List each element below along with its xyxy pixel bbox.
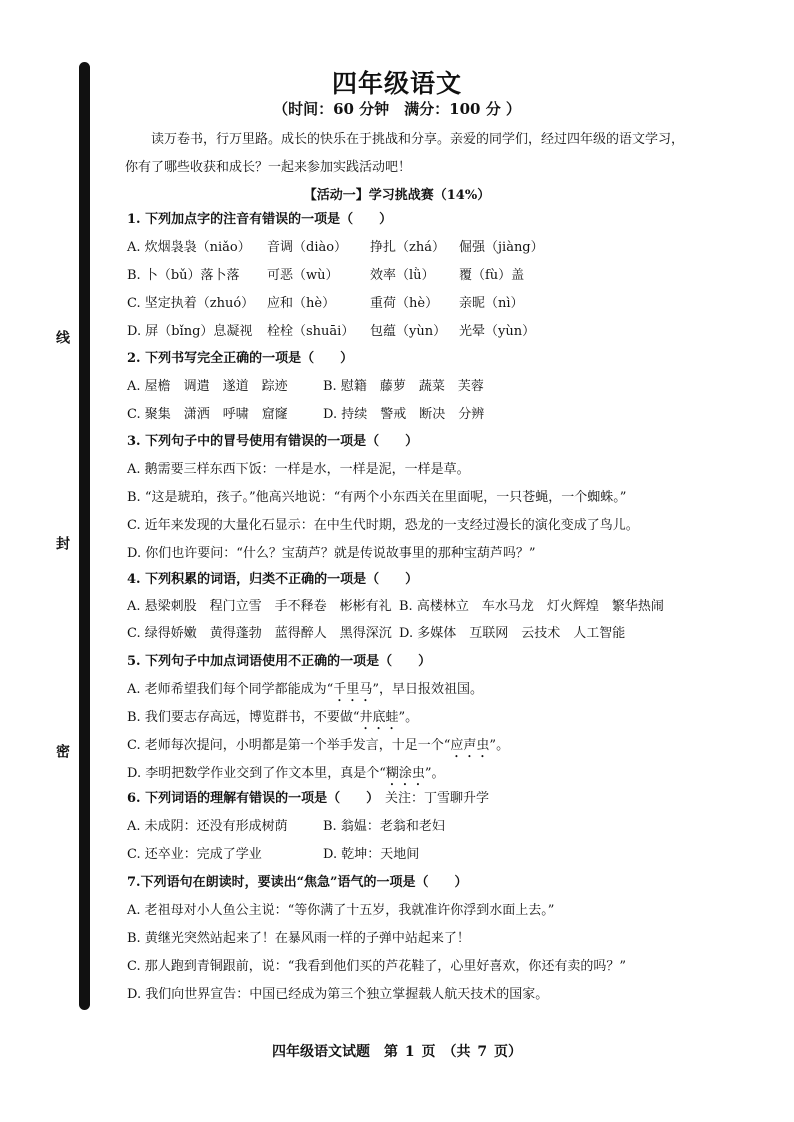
option-text: C. 聚集 潇洒 呼啸 窟窿 xyxy=(127,407,288,422)
question-4-options-cd xyxy=(127,622,687,640)
section-heading: 【活动一】学习挑战赛（14%） xyxy=(303,188,491,203)
question-3-stem: 3. 下列句子中的冒号使用有错误的一项是（ ） xyxy=(127,434,419,449)
exam-info: （时间：60 分钟 满分：100 分 ） xyxy=(273,100,521,118)
option-text: 应和（hè） xyxy=(267,296,336,311)
option-text: B. 卜（bǔ）落卜落 xyxy=(127,268,240,283)
question-6-stem: 6. 下列词语的理解有错误的一项是（ ） xyxy=(127,791,380,806)
question-1-option-c xyxy=(127,292,687,310)
option-text: C. 绿得娇嫩 黄得蓬勃 蓝得醉人 黑得深沉 xyxy=(127,626,392,641)
option-text: D. 多媒体 互联网 云技术 人工智能 xyxy=(399,626,626,641)
option-text: 亲昵（nì） xyxy=(459,296,524,311)
option-text: C. 坚定执着（zhuó） xyxy=(127,296,255,311)
side-mark-feng: 封 xyxy=(54,536,70,550)
question-1-option-d xyxy=(127,320,687,338)
question-1-option-a xyxy=(127,236,687,254)
question-1-option-b xyxy=(127,264,687,282)
question-5-option-d xyxy=(127,762,445,789)
option-text: D. 持续 警戒 断决 分辨 xyxy=(323,407,485,422)
question-7-option-a: A. 老祖母对小人鱼公主说：“等你满了十五岁，我就准许你浮到水面上去。” xyxy=(127,903,555,918)
option-text: D. 屏（bǐng）息凝视 xyxy=(127,324,253,339)
option-text: 挣扎（zhá） xyxy=(370,240,445,255)
side-mark-mi: 密 xyxy=(54,744,70,758)
option-text: B. 高楼林立 车水马龙 灯火辉煌 繁华热闹 xyxy=(399,599,664,614)
question-5-option-c xyxy=(127,734,509,761)
question-5-option-a xyxy=(127,678,483,705)
option-text: 栓栓（shuāi） xyxy=(267,324,355,339)
page-footer: 四年级语文试题 第 1 页 （共 7 页） xyxy=(272,1044,522,1060)
option-text: ”。 xyxy=(424,766,445,781)
question-3-option-b: B. “这是琥珀，孩子。”他高兴地说：“有两个小东西关在里面呢，一只苍蝇，一个蜘蛛。” xyxy=(127,490,627,505)
question-3-option-d: D. 你们也许要问：“什么？宝葫芦？就是传说故事里的那种宝葫芦吗？” xyxy=(127,546,536,561)
question-7-option-c: C. 那人跑到青铜跟前，说：“我看到他们买的芦花鞋了，心里好喜欢，你还有卖的吗？” xyxy=(127,959,627,974)
question-2-options-cd xyxy=(127,403,687,421)
option-text: ”。 xyxy=(398,710,419,725)
option-text: 效率（lǜ） xyxy=(370,268,435,283)
page-title: 四年级语文 xyxy=(331,69,462,98)
option-text: 倔强（jiàng） xyxy=(459,240,544,255)
question-4-options-ab xyxy=(127,595,687,613)
question-3-option-a: A. 鹅需要三样东西下饭：一样是水，一样是泥，一样是草。 xyxy=(127,462,470,477)
option-text: 重荷（hè） xyxy=(370,296,439,311)
question-7-option-b: B. 黄继光突然站起来了！在暴风雨一样的子弹中站起来了！ xyxy=(127,931,470,946)
binding-line xyxy=(79,62,90,1010)
option-text: 包蕴（yùn） xyxy=(370,324,447,339)
option-text: B. 我们要志存高远，博览群书，不要做“ xyxy=(127,710,360,725)
question-2-options-ab xyxy=(127,375,687,393)
dotted-term: 糊涂虫 xyxy=(385,766,425,781)
question-2-stem: 2. 下列书写完全正确的一项是（ ） xyxy=(127,351,354,366)
intro-paragraph: 读万卷书，行万里路。成长的快乐在于挑战和分享。亲爱的同学们，经过四年级的语文学习，你有了哪些收获和成长？一起来参加实践活动吧！ xyxy=(125,132,685,175)
option-text: B. 翁媪：老翁和老妇 xyxy=(323,819,445,834)
option-text: ”，早日报效祖国。 xyxy=(372,682,483,697)
option-text: A. 炊烟袅袅（niǎo） xyxy=(127,240,251,255)
option-text: ”。 xyxy=(489,738,510,753)
option-text: D. 李明把数学作业交到了作文本里，真是个“ xyxy=(127,766,386,781)
dotted-term: 应声虫 xyxy=(450,738,490,753)
option-text: A. 悬梁刺股 程门立雪 手不释卷 彬彬有礼 xyxy=(127,599,392,614)
side-mark-xian: 线 xyxy=(54,330,70,344)
option-text: C. 还卒业：完成了学业 xyxy=(127,847,262,862)
option-text: 音调（diào） xyxy=(267,240,348,255)
option-text: D. 乾坤：天地间 xyxy=(323,847,420,862)
question-5-option-b xyxy=(127,706,418,733)
question-1-stem: 1. 下列加点字的注音有错误的一项是（ ） xyxy=(127,212,393,227)
option-text: A. 未成阴：还没有形成树荫 xyxy=(127,819,288,834)
question-6-options-ab xyxy=(127,815,687,833)
option-text: 可恶（wù） xyxy=(267,268,339,283)
question-7-stem: 7.下列语句在朗读时，要读出“焦急”语气的一项是（ ） xyxy=(127,875,468,890)
option-text: 覆（fù）盖 xyxy=(459,268,525,283)
question-4-stem: 4. 下列积累的词语，归类不正确的一项是（ ） xyxy=(127,572,419,587)
watermark-text: 关注：丁雪聊升学 xyxy=(385,791,490,806)
question-3-option-c: C. 近年来发现的大量化石显示：在中生代时期，恐龙的一支经过漫长的演化变成了鸟儿。 xyxy=(127,518,639,533)
option-text: A. 屋檐 调遣 遂道 踪迹 xyxy=(127,379,288,394)
option-text: 光晕（yùn） xyxy=(459,324,536,339)
option-text: C. 老师每次提问，小明都是第一个举手发言，十足一个“ xyxy=(127,738,451,753)
option-text: A. 老师希望我们每个同学都能成为“ xyxy=(127,682,334,697)
question-6-options-cd xyxy=(127,843,687,861)
dotted-term: 千里马 xyxy=(333,682,373,697)
option-text: B. 慰籍 藤萝 蔬菜 芙蓉 xyxy=(323,379,484,394)
question-5-stem: 5. 下列句子中加点词语使用不正确的一项是（ ） xyxy=(127,654,432,669)
dotted-term: 井底蛙 xyxy=(359,710,399,725)
question-7-option-d: D. 我们向世界宣告：中国已经成为第三个独立掌握载人航天技术的国家。 xyxy=(127,987,549,1002)
